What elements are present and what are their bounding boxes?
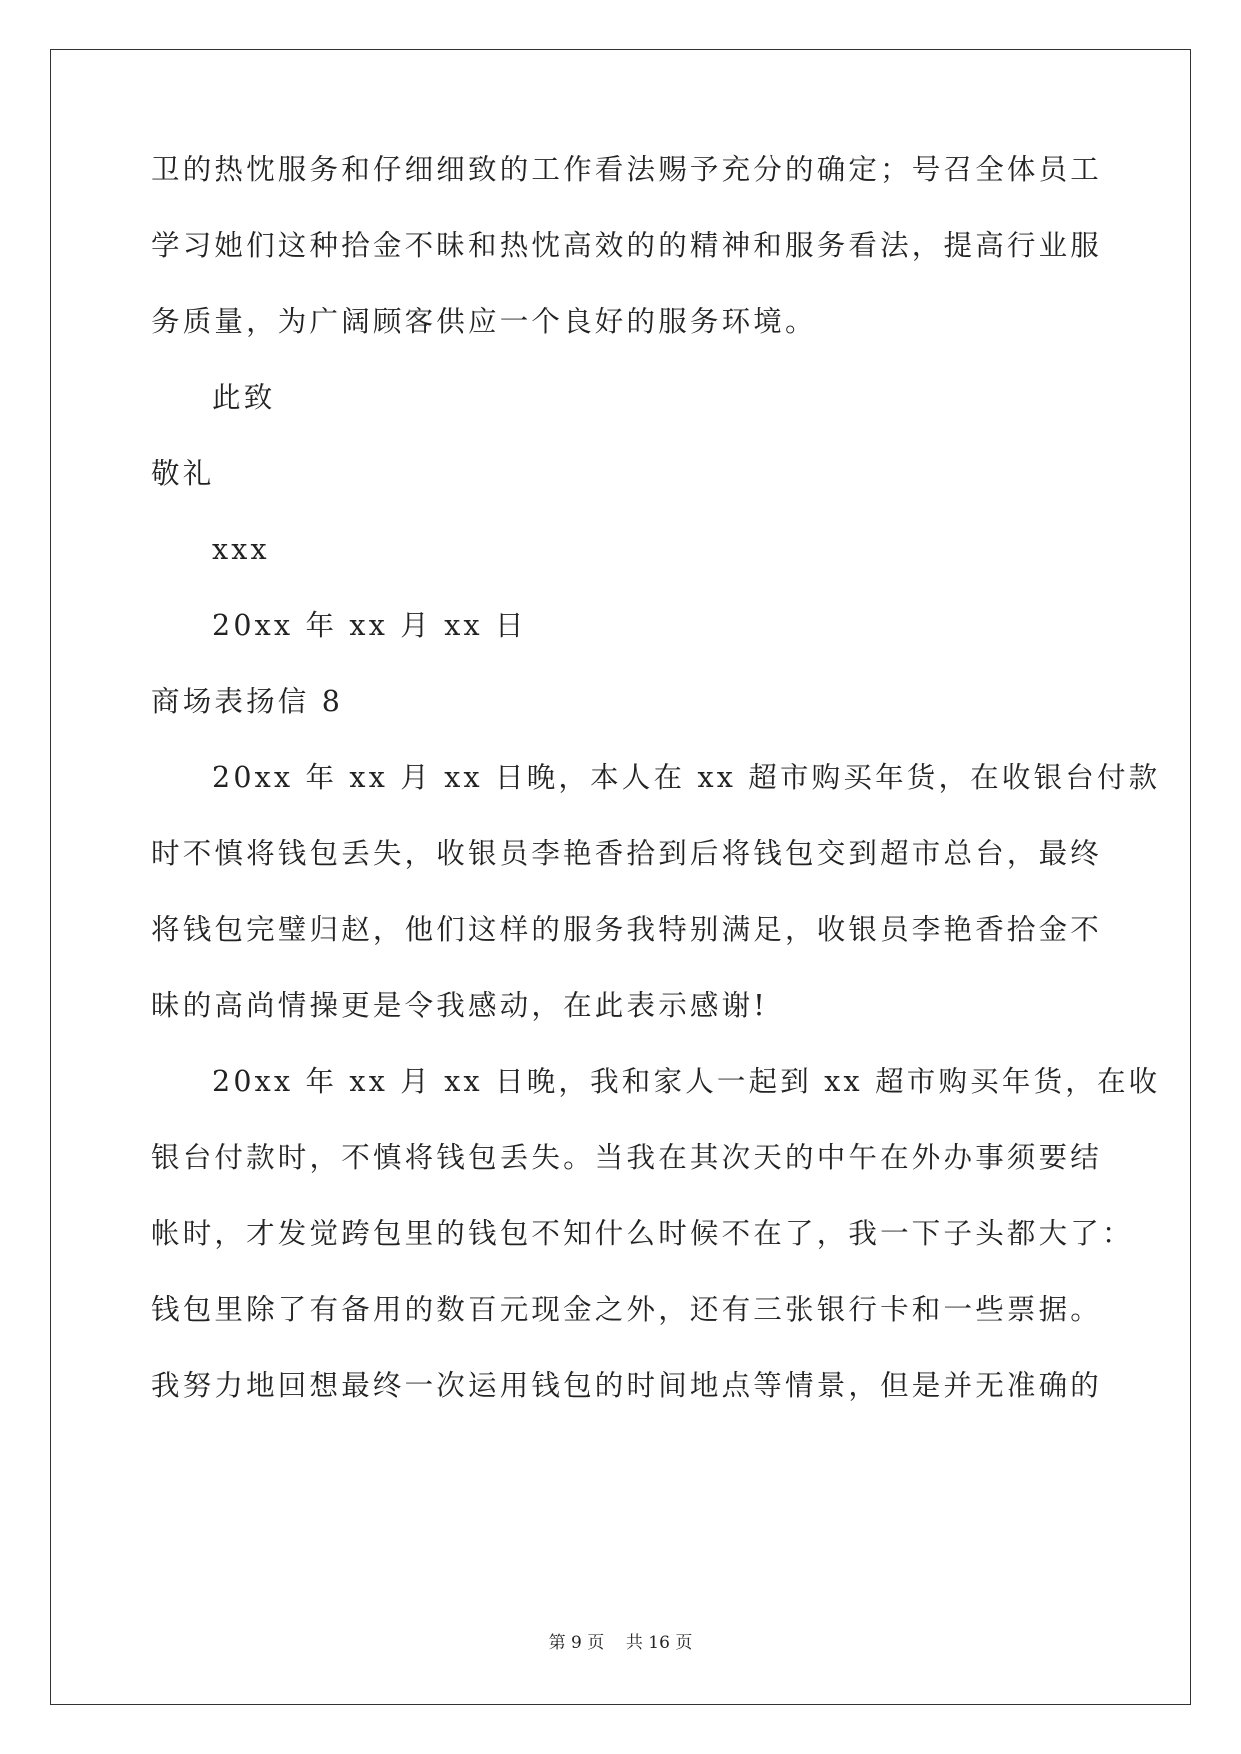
paragraph-line: 银台付款时，不慎将钱包丢失。当我在其次天的中午在外办事须要结 [151, 1141, 1103, 1174]
paragraph-line: 卫的热忱服务和仔细细致的工作看法赐予充分的确定；号召全体员工 [151, 153, 1103, 186]
section-heading: 商场表扬信 8 [151, 685, 344, 718]
page-total: 共 16 页 [625, 1633, 693, 1653]
paragraph-line: 20xx 年 xx 月 xx 日晚，本人在 xx 超市购买年货，在收银台付款 [212, 761, 1161, 794]
paragraph-line: 昧的高尚情操更是令我感动，在此表示感谢! [151, 989, 768, 1022]
signature-name: xxx [212, 533, 270, 566]
closing-regards: 敬礼 [151, 457, 215, 490]
paragraph-line: 时不慎将钱包丢失，收银员李艳香拾到后将钱包交到超市总台，最终 [151, 837, 1103, 870]
paragraph-line: 我努力地回想最终一次运用钱包的时间地点等情景，但是并无准确的 [151, 1369, 1103, 1402]
paragraph-line: 帐时，才发觉跨包里的钱包不知什么时候不在了，我一下子头都大了： [151, 1217, 1134, 1250]
paragraph-line: 20xx 年 xx 月 xx 日晚，我和家人一起到 xx 超市购买年货，在收 [212, 1065, 1161, 1098]
page-number: 第 9 页 [548, 1633, 605, 1653]
paragraph-line: 将钱包完璧归赵，他们这样的服务我特别满足，收银员李艳香拾金不 [151, 913, 1103, 946]
paragraph-line: 学习她们这种拾金不昧和热忱高效的的精神和服务看法，提高行业服 [151, 229, 1103, 262]
signature-date: 20xx 年 xx 月 xx 日 [212, 609, 527, 642]
paragraph-line: 钱包里除了有备用的数百元现金之外，还有三张银行卡和一些票据。 [151, 1293, 1103, 1326]
paragraph-line: 务质量，为广阔顾客供应一个良好的服务环境。 [151, 305, 817, 338]
page-footer [0, 1631, 1241, 1655]
page-border [50, 49, 1191, 1705]
closing-salutation: 此致 [212, 381, 276, 414]
